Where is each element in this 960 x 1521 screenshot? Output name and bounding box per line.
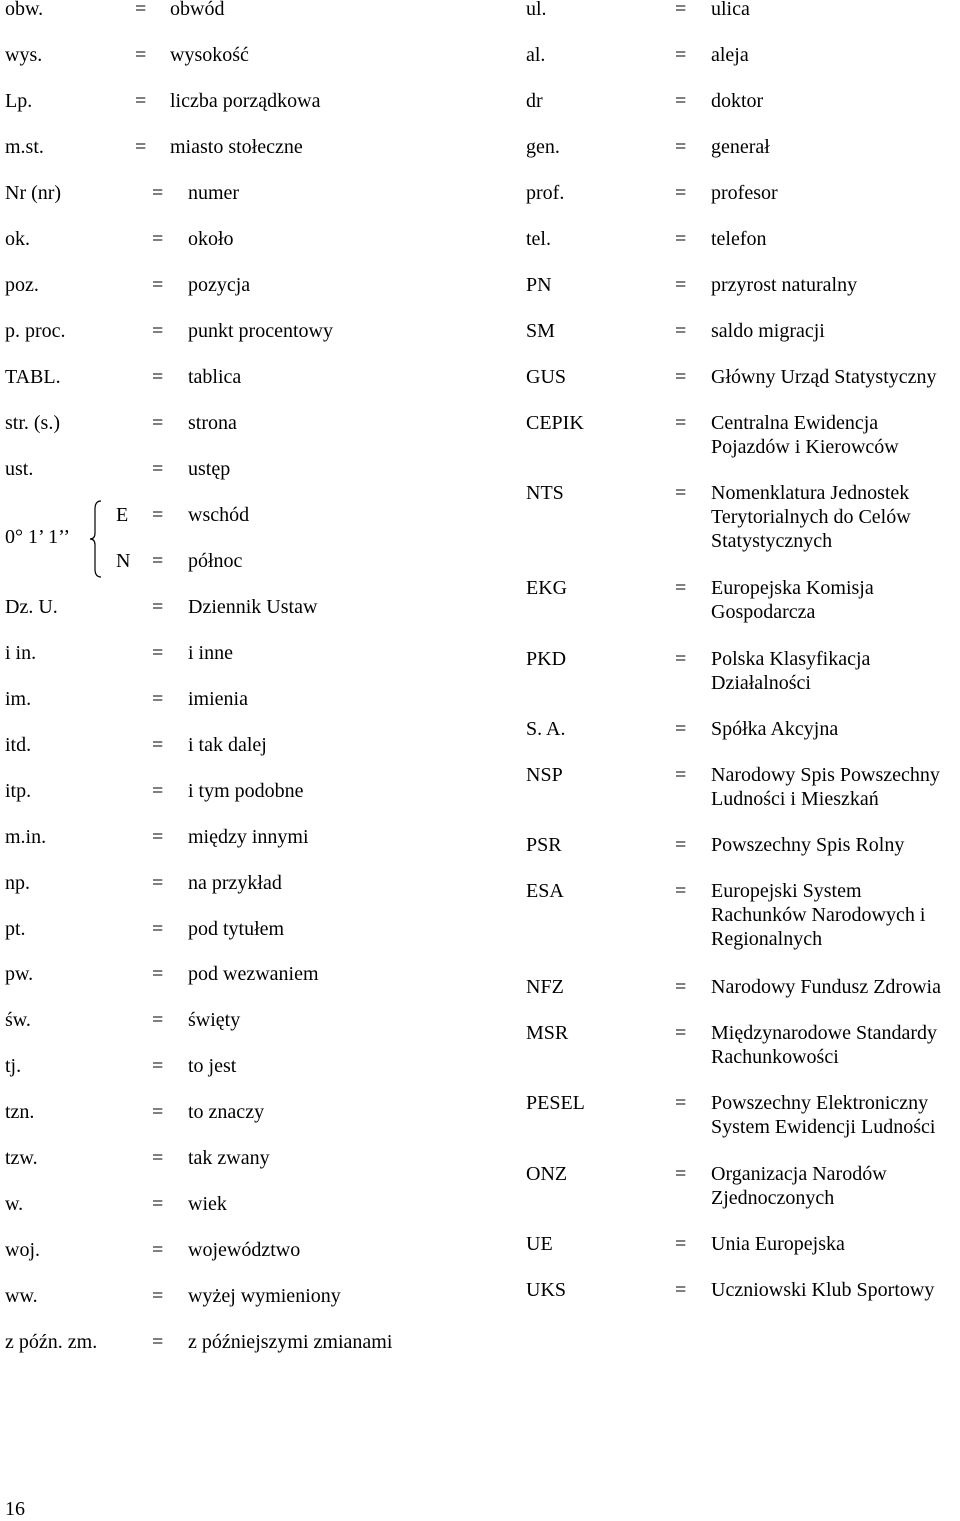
- abbreviation-meaning: Główny Urząd Statystyczny: [711, 366, 937, 388]
- abbreviation-term: MSR: [526, 1022, 569, 1044]
- abbreviation-meaning: Powszechny Elektroniczny System Ewidencji Ludności: [711, 1092, 936, 1138]
- abbreviation-meaning: punkt procentowy: [188, 320, 333, 342]
- equals-sign: =: [152, 550, 164, 572]
- equals-sign: =: [675, 834, 687, 856]
- equals-sign: =: [152, 734, 164, 756]
- equals-sign: =: [675, 366, 687, 388]
- equals-sign: =: [152, 963, 164, 985]
- abbreviation-meaning: strona: [188, 412, 237, 434]
- equals-sign: =: [152, 1147, 164, 1169]
- equals-sign: =: [675, 1279, 687, 1301]
- abbreviation-term: im.: [5, 688, 32, 710]
- abbreviation-meaning: i inne: [188, 642, 233, 664]
- abbreviation-term: obw.: [5, 0, 44, 20]
- abbreviation-term: PN: [526, 274, 552, 296]
- equals-sign: =: [675, 0, 687, 20]
- abbreviation-term: Dz. U.: [5, 596, 58, 618]
- equals-sign: =: [675, 1022, 687, 1044]
- equals-sign: =: [135, 0, 147, 20]
- abbreviation-meaning: tak zwany: [188, 1147, 270, 1169]
- abbreviation-term: al.: [526, 44, 546, 66]
- equals-sign: =: [675, 228, 687, 250]
- page-number: 16: [5, 1498, 25, 1520]
- abbreviation-meaning: Uczniowski Klub Sportowy: [711, 1279, 935, 1301]
- abbreviation-meaning: Dziennik Ustaw: [188, 596, 318, 618]
- abbreviation-meaning: to jest: [188, 1055, 237, 1077]
- equals-sign: =: [675, 320, 687, 342]
- equals-sign: =: [152, 1285, 164, 1307]
- abbreviation-meaning: wschód: [188, 504, 250, 526]
- abbreviation-meaning: święty: [188, 1009, 241, 1031]
- abbreviation-meaning: profesor: [711, 182, 778, 204]
- equals-sign: =: [675, 90, 687, 112]
- equals-sign: =: [152, 918, 164, 940]
- abbreviation-term: Nr (nr): [5, 182, 62, 204]
- abbreviation-meaning: wyżej wymieniony: [188, 1285, 341, 1307]
- abbreviation-meaning: Europejski System Rachunków Narodowych i Regionalnych: [711, 880, 926, 950]
- abbreviation-term: ok.: [5, 228, 30, 250]
- abbreviation-term: ESA: [526, 880, 564, 902]
- equals-sign: =: [152, 1239, 164, 1261]
- abbreviation-meaning: generał: [711, 136, 770, 158]
- abbreviation-term: NTS: [526, 482, 564, 504]
- abbreviation-meaning: północ: [188, 550, 243, 572]
- abbreviation-term: m.st.: [5, 136, 44, 158]
- abbreviation-meaning: saldo migracji: [711, 320, 825, 342]
- abbreviation-meaning: przyrost naturalny: [711, 274, 858, 296]
- abbreviation-term: prof.: [526, 182, 565, 204]
- abbreviation-meaning: aleja: [711, 44, 749, 66]
- abbreviation-meaning: Europejska Komisja Gospodarcza: [711, 577, 874, 623]
- abbreviation-meaning: Organizacja Narodów Zjednoczonych: [711, 1163, 887, 1209]
- abbreviation-term: PKD: [526, 648, 567, 670]
- equals-sign: =: [152, 504, 164, 526]
- curly-brace-icon: [90, 500, 102, 578]
- equals-sign: =: [152, 1055, 164, 1077]
- abbreviation-term: E: [116, 504, 129, 526]
- abbreviation-term: pw.: [5, 963, 34, 985]
- abbreviation-term: PSR: [526, 834, 562, 856]
- equals-sign: =: [135, 44, 147, 66]
- abbreviation-meaning: Polska Klasyfikacja Działalności: [711, 648, 871, 694]
- equals-sign: =: [152, 1101, 164, 1123]
- equals-sign: =: [675, 482, 687, 504]
- abbreviation-meaning: ustęp: [188, 458, 231, 480]
- equals-sign: =: [675, 1092, 687, 1114]
- equals-sign: =: [675, 718, 687, 740]
- equals-sign: =: [152, 872, 164, 894]
- equals-sign: =: [152, 412, 164, 434]
- abbreviation-meaning: i tak dalej: [188, 734, 267, 756]
- equals-sign: =: [675, 764, 687, 786]
- equals-sign: =: [675, 274, 687, 296]
- abbreviation-term: str. (s.): [5, 412, 60, 434]
- equals-sign: =: [152, 780, 164, 802]
- equals-sign: =: [675, 1233, 687, 1255]
- equals-sign: =: [152, 596, 164, 618]
- abbreviation-meaning: obwód: [170, 0, 225, 20]
- abbreviation-meaning: Spółka Akcyjna: [711, 718, 839, 740]
- abbreviation-term: CEPIK: [526, 412, 584, 434]
- abbreviation-meaning: około: [188, 228, 234, 250]
- abbreviation-meaning: ulica: [711, 0, 750, 20]
- equals-sign: =: [152, 182, 164, 204]
- abbreviation-term: dr: [526, 90, 543, 112]
- abbreviation-term: ONZ: [526, 1163, 568, 1185]
- equals-sign: =: [152, 826, 164, 848]
- abbreviation-term: UKS: [526, 1279, 567, 1301]
- abbreviation-term: pt.: [5, 918, 26, 940]
- abbreviation-term: tzn.: [5, 1101, 35, 1123]
- abbreviation-term: EKG: [526, 577, 568, 599]
- abbreviation-term: itp.: [5, 780, 32, 802]
- equals-sign: =: [675, 976, 687, 998]
- abbreviation-term: tj.: [5, 1055, 22, 1077]
- abbreviation-term: S. A.: [526, 718, 566, 740]
- equals-sign: =: [675, 136, 687, 158]
- abbreviation-meaning: Centralna Ewidencja Pojazdów i Kierowców: [711, 412, 899, 458]
- abbreviation-term: p. proc.: [5, 320, 66, 342]
- abbreviation-meaning: z późniejszymi zmianami: [188, 1331, 393, 1353]
- abbreviation-term: woj.: [5, 1239, 40, 1261]
- abbreviation-term: N: [116, 550, 131, 572]
- abbreviation-term: NSP: [526, 764, 563, 786]
- abbreviation-meaning: na przykład: [188, 872, 282, 894]
- equals-sign: =: [152, 642, 164, 664]
- abbreviation-meaning: między innymi: [188, 826, 309, 848]
- equals-sign: =: [675, 44, 687, 66]
- abbreviation-term: ust.: [5, 458, 34, 480]
- abbreviation-meaning: tablica: [188, 366, 242, 388]
- equals-sign: =: [152, 1331, 164, 1353]
- abbreviation-term: UE: [526, 1233, 553, 1255]
- abbreviation-term: w.: [5, 1193, 24, 1215]
- equals-sign: =: [135, 136, 147, 158]
- abbreviation-meaning: Nomenklatura Jednostek Terytorialnych do Celów Statystycznych: [711, 482, 911, 552]
- abbreviation-term: gen.: [526, 136, 560, 158]
- abbreviation-meaning: numer: [188, 182, 240, 204]
- equals-sign: =: [135, 90, 147, 112]
- abbreviation-meaning: doktor: [711, 90, 764, 112]
- abbreviation-meaning: Międzynarodowe Standardy Rachunkowości: [711, 1022, 938, 1068]
- equals-sign: =: [152, 1193, 164, 1215]
- abbreviation-term: poz.: [5, 274, 39, 296]
- equals-sign: =: [675, 1163, 687, 1185]
- equals-sign: =: [152, 1009, 164, 1031]
- equals-sign: =: [675, 182, 687, 204]
- abbreviation-term: SM: [526, 320, 555, 342]
- abbreviation-meaning: Narodowy Spis Powszechny Ludności i Mieszkań: [711, 764, 940, 810]
- abbreviation-meaning: liczba porządkowa: [170, 90, 321, 112]
- abbreviation-meaning: wysokość: [170, 44, 249, 66]
- abbreviation-meaning: Unia Europejska: [711, 1233, 845, 1255]
- abbreviation-term: Lp.: [5, 90, 33, 112]
- abbreviation-term: NFZ: [526, 976, 564, 998]
- abbreviation-term: z późn. zm.: [5, 1331, 98, 1353]
- abbreviation-meaning: Narodowy Fundusz Zdrowia: [711, 976, 941, 998]
- abbreviation-term: św.: [5, 1009, 31, 1031]
- abbreviation-term: tel.: [526, 228, 551, 250]
- abbreviation-meaning: Powszechny Spis Rolny: [711, 834, 905, 856]
- abbreviation-meaning: pod tytułem: [188, 918, 285, 940]
- abbreviation-term: PESEL: [526, 1092, 585, 1114]
- equals-sign: =: [675, 648, 687, 670]
- abbreviation-meaning: wiek: [188, 1193, 227, 1215]
- abbreviation-term: itd.: [5, 734, 32, 756]
- abbreviation-term: i in.: [5, 642, 37, 664]
- equals-sign: =: [152, 458, 164, 480]
- abbreviation-term: wys.: [5, 44, 43, 66]
- abbreviation-meaning: pod wezwaniem: [188, 963, 319, 985]
- equals-sign: =: [152, 366, 164, 388]
- abbreviation-meaning: miasto stołeczne: [170, 136, 303, 158]
- equals-sign: =: [675, 880, 687, 902]
- abbreviation-meaning: pozycja: [188, 274, 251, 296]
- equals-sign: =: [675, 577, 687, 599]
- equals-sign: =: [152, 688, 164, 710]
- abbreviation-term: np.: [5, 872, 30, 894]
- equals-sign: =: [152, 274, 164, 296]
- abbreviation-term: TABL.: [5, 366, 61, 388]
- abbreviation-meaning: telefon: [711, 228, 767, 250]
- abbreviation-term: 0° 1’ 1’’: [5, 526, 71, 548]
- abbreviation-term: ww.: [5, 1285, 38, 1307]
- abbreviation-meaning: to znaczy: [188, 1101, 265, 1123]
- abbreviation-term: tzw.: [5, 1147, 38, 1169]
- equals-sign: =: [152, 320, 164, 342]
- equals-sign: =: [675, 412, 687, 434]
- abbreviation-term: m.in.: [5, 826, 47, 848]
- abbreviation-term: GUS: [526, 366, 567, 388]
- abbreviation-term: ul.: [526, 0, 547, 20]
- abbreviation-meaning: i tym podobne: [188, 780, 304, 802]
- abbreviation-meaning: województwo: [188, 1239, 301, 1261]
- equals-sign: =: [152, 228, 164, 250]
- abbreviation-meaning: imienia: [188, 688, 248, 710]
